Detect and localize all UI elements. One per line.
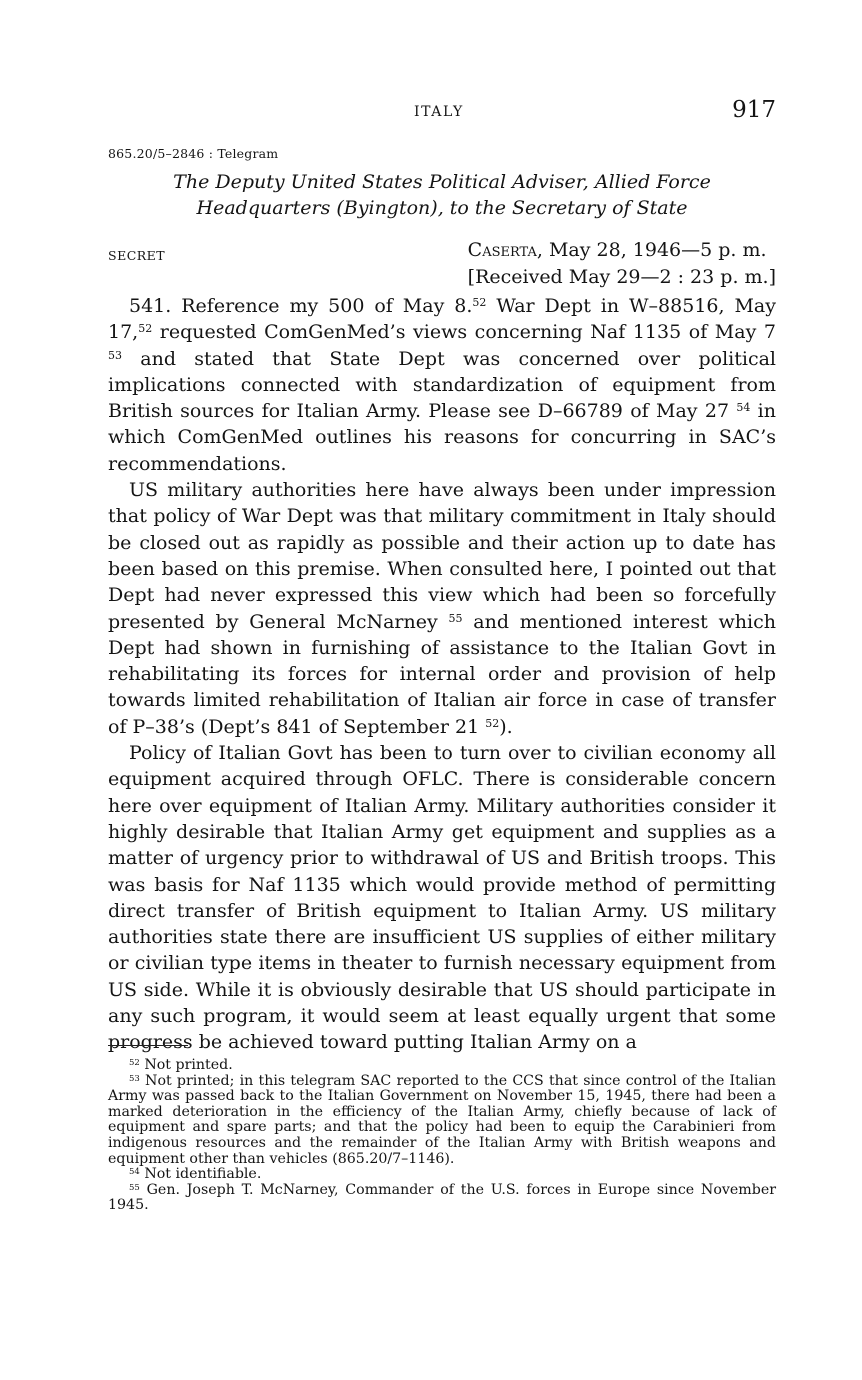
heading-line-1: The Deputy United States Political Adviser, Allied Force bbox=[173, 171, 711, 193]
footnote-ref: 55 bbox=[448, 611, 463, 625]
paragraph-text: in which ComGenMed outlines his reasons for concurring in SAC’s recommendations. bbox=[108, 400, 776, 475]
paragraph-text: 541. Reference my 500 of May 8. bbox=[129, 295, 473, 317]
heading-line-2: Headquarters (Byington), to the Secretary of State bbox=[196, 197, 688, 219]
paragraph-text: requested ComGenMed’s views concerning Naf 1135 of May 7 bbox=[152, 321, 776, 344]
paragraph-text: War Dept in W–88516, May 17, bbox=[108, 295, 776, 344]
footnote-number: 53 bbox=[129, 1073, 140, 1084]
classification-label: SECRET bbox=[108, 248, 166, 263]
document-reference: 865.20/5–2846 : Telegram bbox=[108, 146, 279, 161]
dateline-received: [Received May 29—2 : 23 p. m.] bbox=[467, 266, 776, 288]
footnote-ref: 52 bbox=[472, 296, 487, 309]
dateline-date: , May 28, 1946—5 p. m. bbox=[536, 239, 767, 261]
body-paragraph: Policy of Italian Govt has been to turn over to civilian economy all equipment acquired through OFLC. There is considerable concern here over equipment of Italian Army. Military authorities consider it highly desirable that Italian Army get equipment and supplies as a matter of urgency prior to withdrawal of US and British troops. This was basis for Naf 1135 which would provide method of permitting direct transfer of British equipment to Italian Army. US military authorities state there are insufficient US supplies of either military or civilian type items in theater to furnish necessary equipment from US side. While it is obviously desirable that US should participate in any such program, it would seem at least equally urgent that some progress be achieved toward putting Italian Army on a bbox=[108, 742, 776, 1054]
telegram-body bbox=[108, 293, 776, 1056]
paragraph-text: ). bbox=[499, 715, 513, 738]
footnote bbox=[108, 1058, 776, 1074]
footnotes bbox=[108, 1058, 776, 1214]
page-number: 917 bbox=[732, 97, 776, 123]
running-title: ITALY bbox=[414, 104, 464, 120]
dateline bbox=[468, 237, 776, 291]
paragraph-text: and mentioned interest which Dept had shown in furnishing of assistance to the Italian Govt in rehabilitating its forces for internal order and provision of help towards limited rehabilitation of Italian air force in case of transfer of P–38’s (Dept’s 841 of September 21 bbox=[108, 610, 776, 738]
footnote-ref: 52 bbox=[485, 716, 500, 730]
body-paragraph bbox=[108, 477, 776, 740]
document-heading bbox=[108, 169, 776, 221]
footnote-number: 52 bbox=[129, 1058, 140, 1068]
footnote-ref: 54 bbox=[736, 401, 751, 415]
footnote bbox=[108, 1074, 776, 1168]
footnote-number: 55 bbox=[129, 1182, 140, 1193]
footnote bbox=[108, 1183, 776, 1214]
footnote-text: Gen. Joseph T. McNarney, Commander of the U.S. forces in Europe since November 1945. bbox=[108, 1181, 776, 1214]
footnote-ref: 53 bbox=[108, 348, 122, 362]
footnote-text: Not printed. bbox=[139, 1057, 233, 1073]
footnote-divider bbox=[108, 1045, 188, 1046]
footnote-number: 54 bbox=[129, 1167, 140, 1178]
dateline-sent bbox=[468, 237, 776, 264]
footnote-ref: 52 bbox=[138, 322, 153, 336]
footnote-text: Not printed; in this telegram SAC reported to the CCS that since control of the Italian Army was passed back to the Italian Government on November 15, 1945, there had been a marked deterioration in the efficiency of the Italian Army, chiefly because of lack of equipment and spare parts; and that the policy had been to equip the Carabinieri from indigenous resources and the remainder of the Italian Army with British weapons and equipment other than vehicles (865.20/7–1146). bbox=[108, 1072, 776, 1167]
footnote-text: Not identifiable. bbox=[139, 1166, 262, 1183]
body-paragraph bbox=[108, 293, 776, 477]
footnote bbox=[108, 1167, 776, 1183]
paragraph-text: and stated that State Dept was concerned over political implications connected with standardization of equipment from British sources for Italian Army. Please see D–66789 of May 27 bbox=[108, 347, 776, 423]
running-head bbox=[108, 97, 776, 127]
dateline-place: Caserta bbox=[467, 239, 537, 261]
paragraph-text: US military authorities here have always been under impression that policy of War Dept was that military commitment in Italy should be closed out as rapidly as possible and their action up to date has been based on this premise. When consulted here, I pointed out that Dept had never expressed this view which had been so forcefully presented by General McNarney bbox=[108, 479, 776, 633]
